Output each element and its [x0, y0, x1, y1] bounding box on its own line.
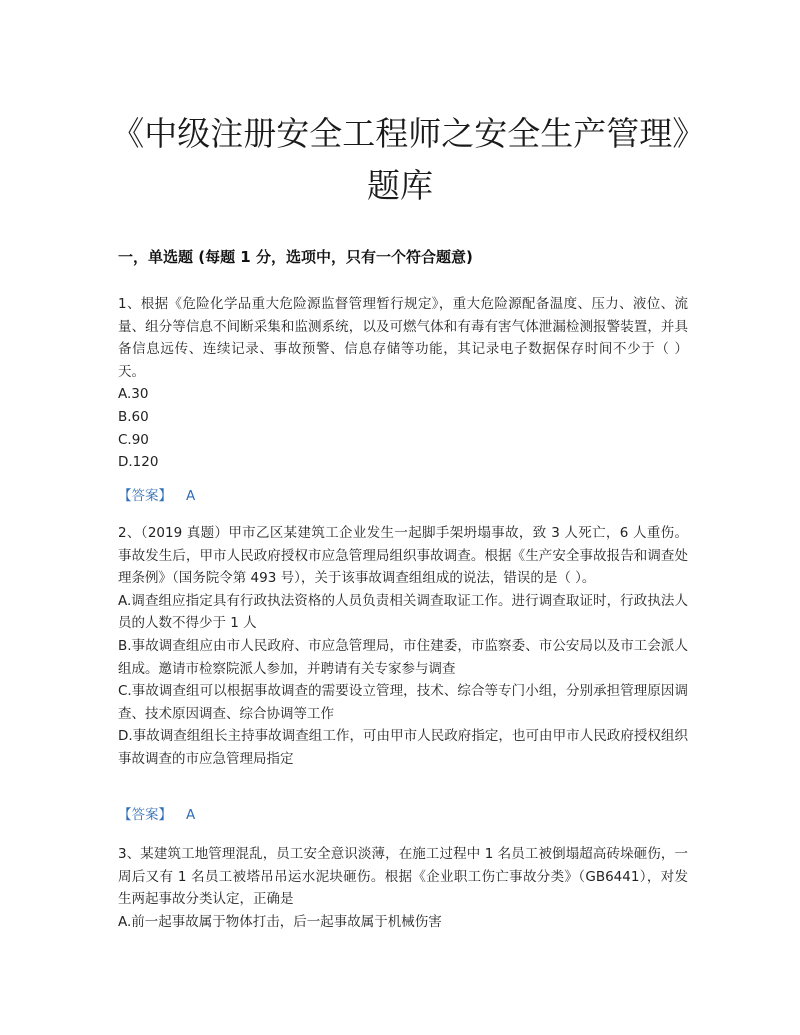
answer-label: 【答案】	[118, 807, 172, 823]
option-a: A.30	[118, 386, 149, 403]
option-b: B.事故调查组应由市人民政府、市应急管理局，市住建委，市监察委、市公安局以及市工会派人组成。邀请市检察院派人参加，并聘请有关专家参与调查	[118, 637, 688, 677]
question-3	[118, 843, 688, 933]
option-c: C.90	[118, 431, 149, 448]
question-1	[118, 293, 688, 474]
answer-value: A	[186, 807, 196, 823]
option-d: D.事故调查组组长主持事故调查组工作，可由甲市人民政府指定，也可由甲市人民政府授权组织事故调查的市应急管理局指定	[118, 728, 688, 767]
answer-2	[118, 804, 195, 826]
question-2	[118, 522, 688, 771]
option-a: A.前一起事故属于物体打击，后一起事故属于机械伤害	[118, 913, 442, 930]
document-title: 《中级注册安全工程师之安全生产管理》题库	[111, 114, 689, 205]
answer-1	[118, 485, 195, 507]
option-c: C.事故调查组可以根据事故调查的需要设立管理，技术、综合等专门小组，分别承担管理原因调查、技术原因调查、综合协调等工作	[118, 683, 688, 722]
answer-label: 【答案】	[118, 488, 172, 504]
option-a: A.调查组应指定具有行政执法资格的人员负责相关调查取证工作。进行调查取证时，行政执法人员的人数不得少于 1 人	[118, 592, 688, 632]
answer-value: A	[186, 488, 196, 504]
question-stem: 1、根据《危险化学品重大危险源监督管理暂行规定》，重大危险源配备温度、压力、液位、流量、组分等信息不间断采集和监测系统，以及可燃气体和有毒有害气体泄漏检测报警装置，并具备信息远传、连续记录、事故预警、信息存储等功能，其记录电子数据保存时间不少于（ ）天。	[118, 296, 688, 380]
question-stem: 3、某建筑工地管理混乱，员工安全意识淡薄，在施工过程中 1 名员工被倒塌超高砖垛砸伤，一周后又有 1 名员工被塔吊吊运水泥块砸伤。根据《企业职工伤亡事故分类》（GB6441），对发生两起事故分类认定，正确是	[118, 846, 688, 908]
section-heading: 一，单选题 (每题 1 分，选项中，只有一个符合题意)	[118, 248, 473, 266]
question-stem: 2、（2019 真题）甲市乙区某建筑工企业发生一起脚手架坍塌事故，致 3 人死亡，6 人重伤。事故发生后，甲市人民政府授权市应急管理局组织事故调查。根据《生产安全事故报告和调查处理条例》（国务院令第 493 号），关于该事故调查组组成的说法，错误的是（ ）。	[118, 525, 688, 587]
option-d: D.120	[118, 454, 159, 471]
option-b: B.60	[118, 408, 149, 425]
